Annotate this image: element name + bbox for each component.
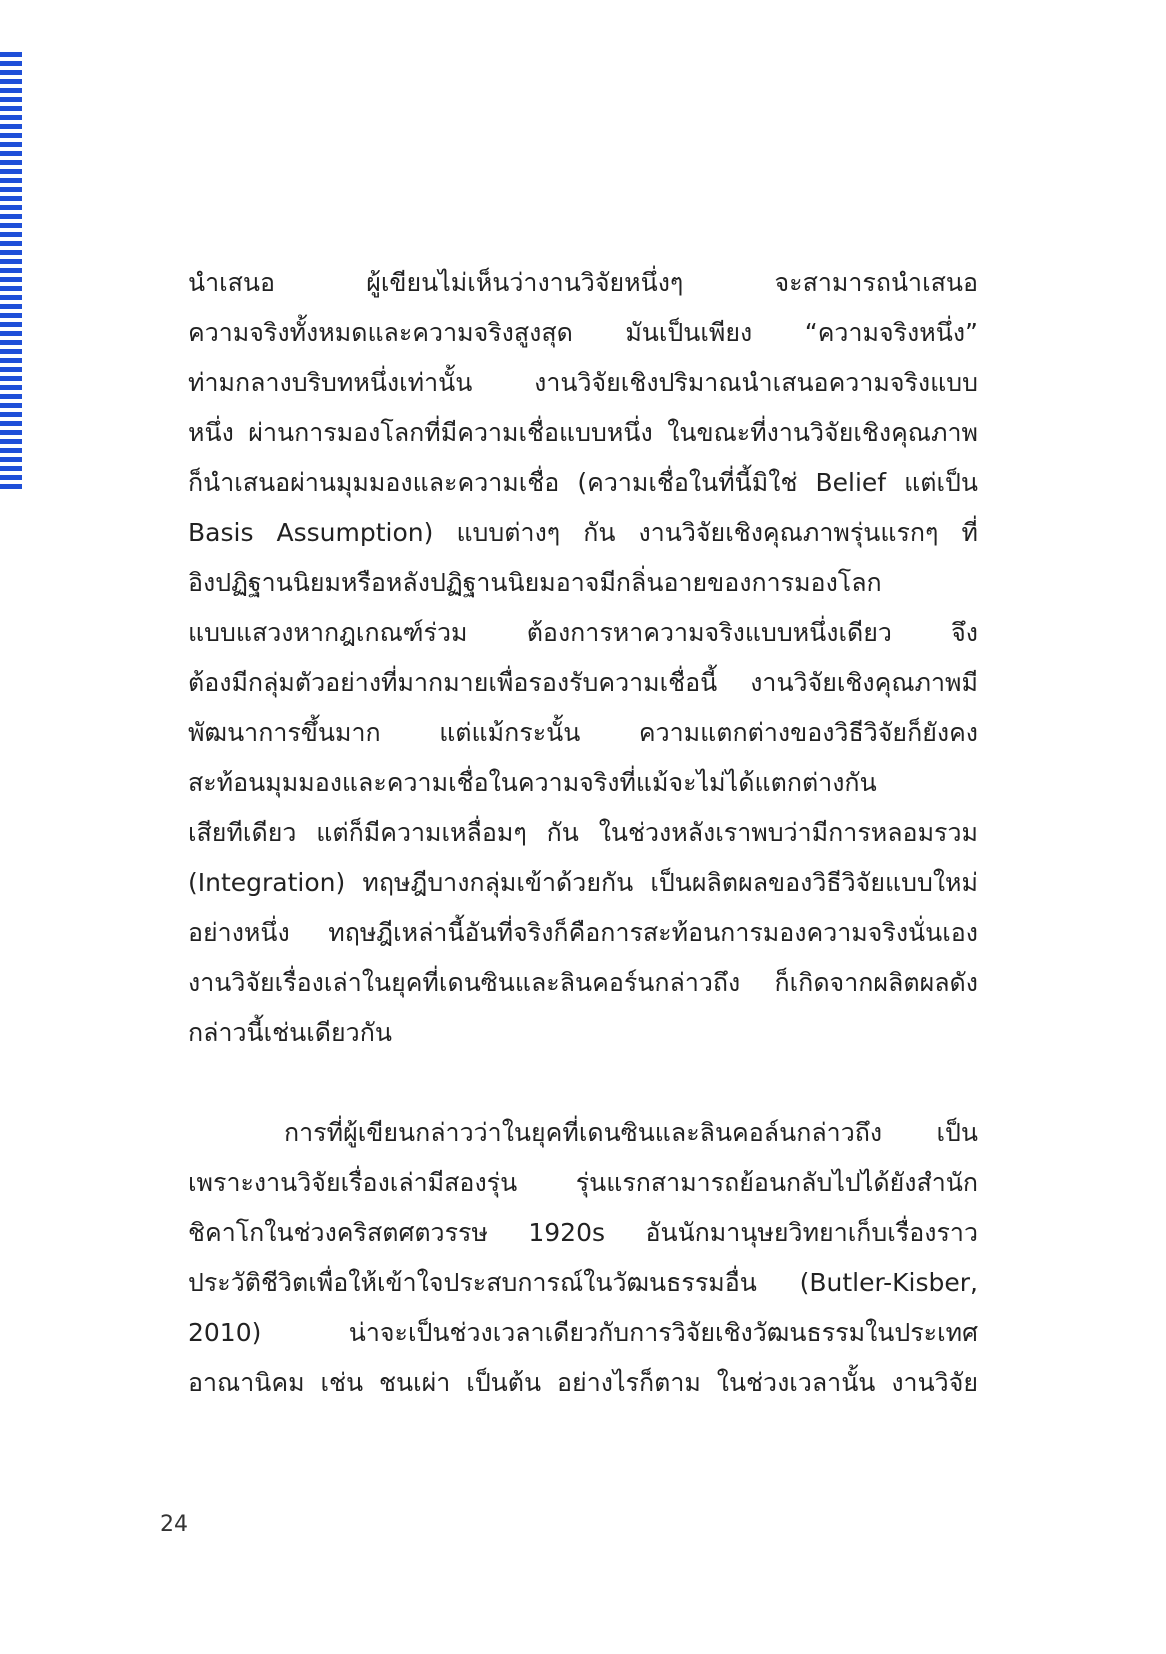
text-line: อย่างหนึ่ง ทฤษฎีเหล่านี้อันที่จริงก็คือการสะท้อนการมองความจริงนั่นเอง: [188, 918, 978, 947]
text-line: นำเสนอ ผู้เขียนไม่เห็นว่างานวิจัยหนึ่งๆ จะสามารถนำเสนอ: [188, 268, 978, 297]
text-line: งานวิจัยเรื่องเล่าในยุคที่เดนซินและลินคอร์นกล่าวถึง ก็เกิดจากผลิตผลดัง: [188, 968, 978, 997]
text-line: สะท้อนมุมมองและความเชื่อในความจริงที่แม้จะไม่ได้แตกต่างกัน: [188, 768, 877, 797]
text-line: 2010) น่าจะเป็นช่วงเวลาเดียวกับการวิจัยเชิงวัฒนธรรมในประเทศ: [188, 1318, 978, 1347]
text-line: อาณานิคม เช่น ชนเผ่า เป็นต้น อย่างไรก็ตาม ในช่วงเวลานั้น งานวิจัย: [188, 1368, 978, 1397]
text-line: (Integration) ทฤษฎีบางกลุ่มเข้าด้วยกัน เป็นผลิตผลของวิธีวิจัยแบบใหม่: [188, 868, 978, 897]
text-line: Basis Assumption) แบบต่างๆ กัน งานวิจัยเชิงคุณภาพรุ่นแรกๆ ที่: [188, 518, 978, 547]
text-line: พัฒนาการขึ้นมาก แต่แม้กระนั้น ความแตกต่างของวิธีวิจัยก็ยังคง: [188, 718, 978, 747]
paragraph-1: [188, 258, 978, 1058]
text-line: หนึ่ง ผ่านการมองโลกที่มีความเชื่อแบบหนึ่ง ในขณะที่งานวิจัยเชิงคุณภาพ: [188, 418, 978, 447]
text-line: แบบแสวงหากฎเกณฑ์ร่วม ต้องการหาความจริงแบบหนึ่งเดียว จึง: [188, 618, 978, 647]
text-line: ท่ามกลางบริบทหนึ่งเท่านั้น งานวิจัยเชิงปริมาณนำเสนอความจริงแบบ: [188, 368, 978, 397]
text-line: ต้องมีกลุ่มตัวอย่างที่มากมายเพื่อรองรับความเชื่อนี้ งานวิจัยเชิงคุณภาพมี: [188, 668, 978, 697]
edge-stripe-decoration: [0, 52, 22, 490]
text-line: กล่าวนี้เช่นเดียวกัน: [188, 1018, 392, 1047]
text-line: เพราะงานวิจัยเรื่องเล่ามีสองรุ่น รุ่นแรกสามารถย้อนกลับไปได้ยังสำนัก: [188, 1168, 978, 1197]
paragraph-2: [188, 1108, 978, 1408]
text-line: เสียทีเดียว แต่ก็มีความเหลื่อมๆ กัน ในช่วงหลังเราพบว่ามีการหลอมรวม: [188, 818, 978, 847]
text-line: ชิคาโกในช่วงคริสตศตวรรษ 1920s อันนักมานุษยวิทยาเก็บเรื่องราว: [188, 1218, 978, 1247]
text-line: ก็นำเสนอผ่านมุมมองและความเชื่อ (ความเชื่อในที่นี้มิใช่ Belief แต่เป็น: [188, 468, 978, 497]
text-line: ความจริงทั้งหมดและความจริงสูงสุด มันเป็นเพียง “ความจริงหนึ่ง”: [188, 318, 978, 347]
text-line: การที่ผู้เขียนกล่าวว่าในยุคที่เดนซินและลินคอล์นกล่าวถึง เป็น: [284, 1118, 978, 1147]
text-line: อิงปฏิฐานนิยมหรือหลังปฏิฐานนิยมอาจมีกลิ่นอายของการมองโลก: [188, 568, 882, 597]
text-line: ประวัติชีวิตเพื่อให้เข้าใจประสบการณ์ในวัฒนธรรมอื่น (Butler-Kisber,: [188, 1268, 978, 1297]
page-number: 24: [160, 1512, 188, 1537]
